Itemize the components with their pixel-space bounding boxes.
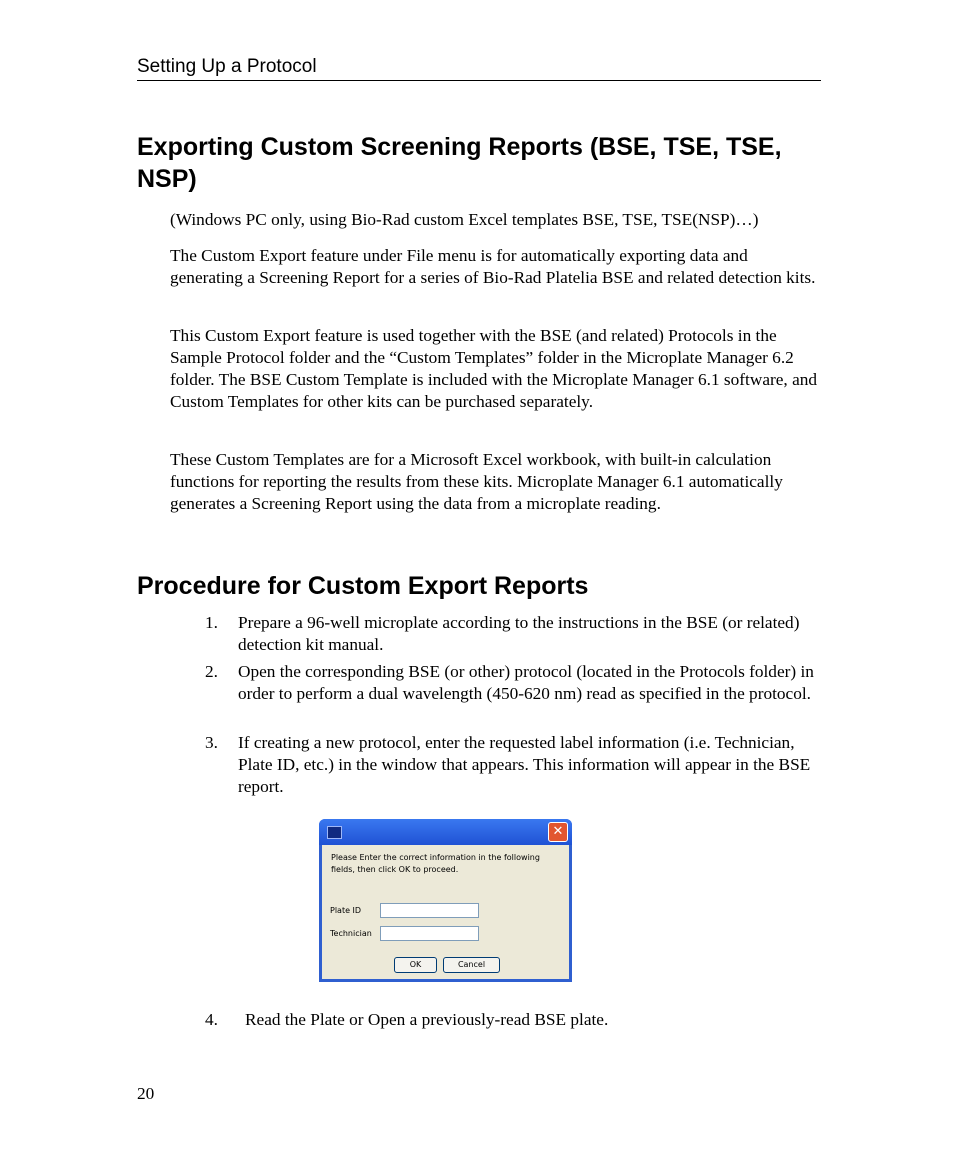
ok-button[interactable]: OK bbox=[394, 957, 437, 973]
close-icon[interactable]: ✕ bbox=[548, 822, 568, 842]
procedure-step bbox=[205, 732, 820, 798]
dialog-message: Please Enter the correct information in the following fields, then click OK to proceed. bbox=[331, 853, 540, 874]
step-text: Prepare a 96-well microplate according to the instructions in the BSE (or related) detection kit manual. bbox=[238, 613, 800, 654]
running-header: Setting Up a Protocol bbox=[137, 56, 821, 81]
label-info-dialog-screenshot bbox=[319, 819, 572, 982]
plate-id-input[interactable] bbox=[380, 903, 479, 918]
step-text: Read the Plate or Open a previously-read BSE plate. bbox=[245, 1010, 609, 1029]
technician-input[interactable] bbox=[380, 926, 479, 941]
app-icon bbox=[327, 826, 342, 839]
step-number: 1. bbox=[205, 613, 218, 632]
procedure-step bbox=[205, 612, 820, 656]
step-number: 2. bbox=[205, 662, 218, 681]
section-title-procedure: Procedure for Custom Export Reports bbox=[137, 572, 589, 600]
procedure-step bbox=[205, 1009, 820, 1031]
step-number: 4. bbox=[205, 1010, 218, 1029]
paragraph-custom-templates-folder: This Custom Export feature is used together with the BSE (and related) Protocols in the Sample Protocol folder and the “Custom Templates” folder in the Microplate Manager 6.2 folder. The BSE Custom Template is included with the Microplate Manager 6.1 software, and Custom Templates for other kits can be purchased separately. bbox=[170, 326, 818, 411]
dialog-body bbox=[322, 845, 569, 979]
step-text: If creating a new protocol, enter the requested label information (i.e. Technician, Plate ID, etc.) in the window that appears. This information will appear in the BSE report. bbox=[238, 733, 811, 796]
step-text: Open the corresponding BSE (or other) protocol (located in the Protocols folder) in order to perform a dual wavelength (450-620 nm) read as specified in the protocol. bbox=[238, 662, 814, 703]
dialog-titlebar bbox=[319, 819, 572, 845]
paragraph-platform-note: (Windows PC only, using Bio-Rad custom Excel templates BSE, TSE, TSE(NSP)…) bbox=[170, 210, 759, 229]
paragraph-custom-export-feature: The Custom Export feature under File menu is for automatically exporting data and generating a Screening Report for a series of Bio-Rad Platelia BSE and related detection kits. bbox=[170, 246, 816, 287]
technician-label: Technician bbox=[330, 929, 372, 938]
cancel-button[interactable]: Cancel bbox=[443, 957, 500, 973]
section-title-export: Exporting Custom Screening Reports (BSE, TSE, TSE, NSP) bbox=[137, 133, 782, 193]
step-number: 3. bbox=[205, 733, 218, 752]
paragraph-excel-workbook: These Custom Templates are for a Microsoft Excel workbook, with built-in calculation functions for reporting the results from these kits. Microplate Manager 6.1 automatically generates a Screening Report using the data from a microplate reading. bbox=[170, 450, 783, 513]
procedure-step bbox=[205, 661, 820, 727]
page-number: 20 bbox=[137, 1084, 155, 1103]
plate-id-label: Plate ID bbox=[330, 906, 362, 915]
